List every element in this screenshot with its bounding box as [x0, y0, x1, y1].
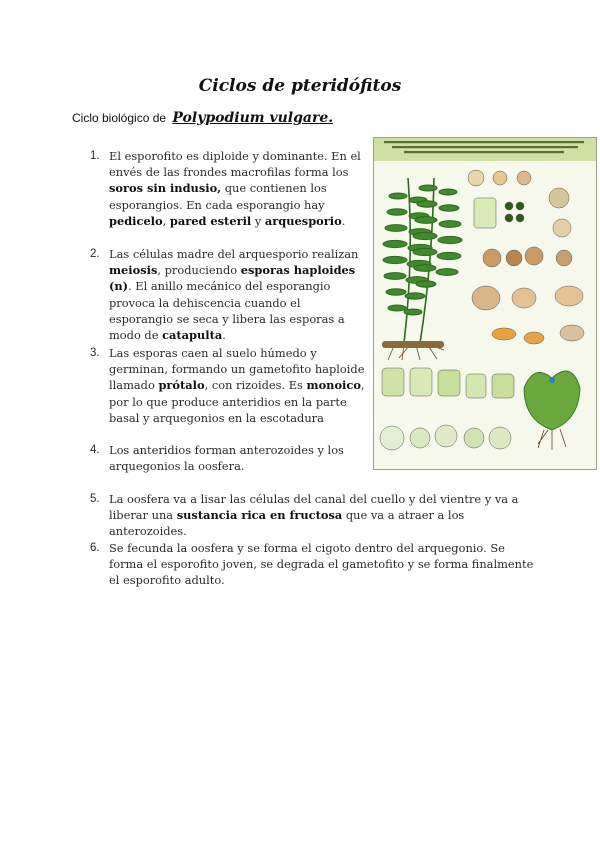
list-item [90, 246, 366, 343]
bold-term: arquesporio [264, 213, 342, 228]
list-item [90, 345, 366, 426]
bold-term: pared esteril [169, 213, 252, 228]
list-item [90, 491, 540, 540]
text-segment: Se fecunda la oosfera y se forma el cigoto dentro del arquegonio. Se forma el esporofito joven, se degrada el gametofito y se forma finalmente el esporofito adulto. [109, 541, 534, 588]
text-segment: , con rizoides. Es [204, 378, 307, 393]
subtitle-prefix: Ciclo biológico de [72, 111, 167, 125]
list-item [90, 442, 366, 474]
bold-term: pedicelo [109, 213, 163, 228]
item-text [109, 246, 366, 343]
bold-term: sustancia rica en fructosa [176, 508, 343, 523]
text-segment: que va a atraer a los anterozoides. [109, 508, 465, 539]
sporangia-cells [468, 170, 584, 344]
item-number: 6. [90, 542, 100, 554]
bold-term: prótalo [158, 378, 205, 393]
bold-term: esporas haploides (n) [109, 263, 356, 294]
page-subtitle [72, 110, 333, 126]
bold-term: meiosis [109, 263, 158, 278]
item-text [109, 491, 540, 540]
development-stages [380, 368, 514, 450]
text-segment: que contienen los esporangios. En cada esporangio hay [109, 181, 327, 212]
item-number: 1. [90, 150, 100, 162]
list-item [90, 540, 540, 589]
bold-term: monoico [306, 378, 361, 393]
fern-life-cycle-figure [373, 137, 597, 470]
bold-term: soros sin indusio, [109, 181, 222, 196]
bold-term: catapulta [162, 328, 223, 343]
page-title: Ciclos de pteridófitos [198, 76, 402, 96]
fern-life-cycle-illustration [374, 138, 596, 469]
item-text [109, 540, 540, 589]
fern-frond [383, 178, 462, 343]
text-segment: y [251, 213, 265, 228]
text-segment: . El anillo mecánico del esporangio provoca la dehiscencia cuando el esporangio se seca y libera las esporas a modo de [109, 279, 345, 343]
text-segment: Las células madre del arquesporio realizan [109, 247, 359, 261]
subtitle-species: Polypodium vulgare. [172, 110, 334, 126]
item-number: 2. [90, 248, 100, 260]
item-number: 4. [90, 444, 100, 456]
text-segment: , por lo que produce anteridios en la parte basal y arquegonios en la escotadura [109, 378, 365, 425]
text-segment: . [341, 213, 346, 228]
text-segment: Los anteridios forman anterozoides y los arquegonios la oosfera. [109, 443, 344, 474]
list-item [90, 148, 366, 229]
item-text [109, 442, 366, 474]
prothallus [524, 371, 580, 450]
text-segment: , [162, 213, 170, 228]
text-segment: Las esporas caen al suelo húmedo y germinan, formando un gametofito haploide llamado [109, 346, 365, 393]
text-segment: El esporofito es diploide y dominante. En el envés de las frondes macrofilas forma los [109, 149, 361, 180]
text-segment: La oosfera va a lisar las células del canal del cuello y del vientre y va a liberar una [109, 492, 519, 523]
text-segment: . [222, 328, 226, 343]
item-number: 3. [90, 347, 100, 359]
item-number: 5. [90, 493, 100, 505]
item-text [109, 345, 366, 426]
item-text [109, 148, 366, 229]
text-segment: , produciendo [157, 263, 241, 278]
